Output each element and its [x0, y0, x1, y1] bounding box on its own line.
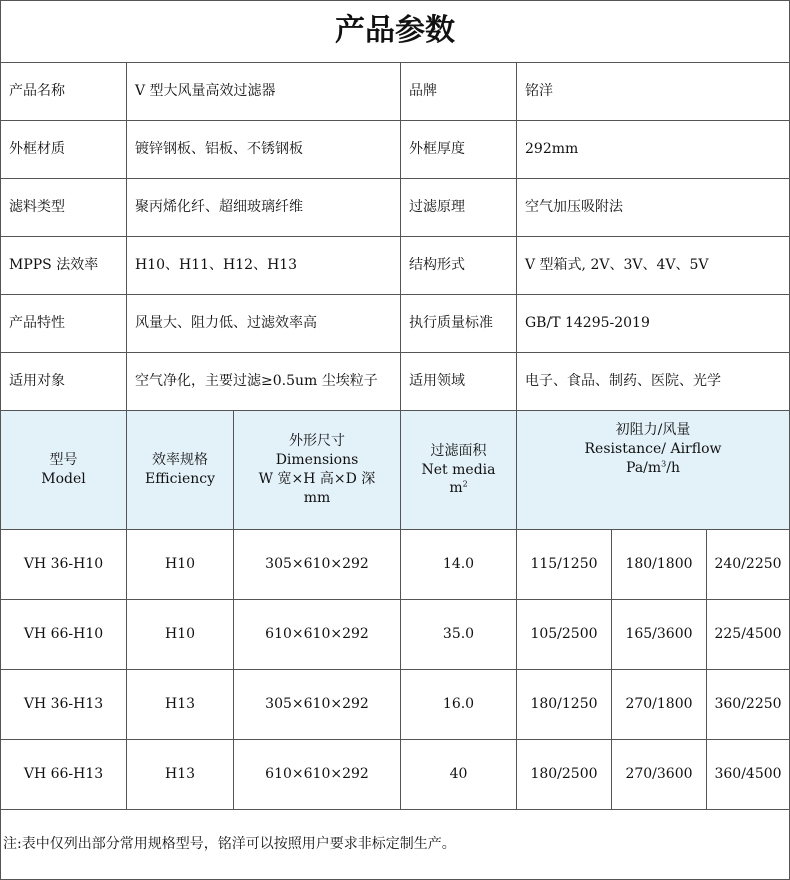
- info-label: 品牌: [401, 63, 517, 121]
- header-net-media: [401, 411, 517, 530]
- info-label: MPPS 法效率: [1, 237, 127, 295]
- cell-efficiency: H10: [127, 530, 234, 600]
- cell-resistance-1: 105/2500: [517, 600, 612, 670]
- info-label: 适用领域: [401, 353, 517, 411]
- note-row: [1, 810, 790, 880]
- info-value: V 型大风量高效过滤器: [127, 63, 401, 121]
- table-row: [1, 530, 790, 600]
- header-eff-cn: 效率规格: [152, 452, 208, 469]
- page-title: 产品参数: [1, 1, 790, 63]
- cell-model: VH 66-H10: [1, 600, 127, 670]
- info-value: 镀锌钢板、铝板、不锈钢板: [127, 121, 401, 179]
- info-value: 292mm: [517, 121, 790, 179]
- header-dim-en: Dimensions: [275, 452, 359, 469]
- info-label: 结构形式: [401, 237, 517, 295]
- info-value: 铭洋: [517, 63, 790, 121]
- info-label: 适用对象: [1, 353, 127, 411]
- spec-header-row: [1, 411, 790, 530]
- header-model-en: Model: [41, 471, 86, 487]
- info-row: [1, 353, 790, 411]
- cell-resistance-2: 270/1800: [612, 670, 707, 740]
- cell-resistance-1: 115/1250: [517, 530, 612, 600]
- cell-area: 35.0: [401, 600, 517, 670]
- header-res-en: Resistance/ Airflow: [584, 440, 722, 457]
- info-row: [1, 121, 790, 179]
- cell-dimensions: 610×610×292: [234, 600, 401, 670]
- cell-area: 14.0: [401, 530, 517, 600]
- header-dimensions: [234, 411, 401, 530]
- cell-resistance-3: 360/2250: [707, 670, 790, 740]
- header-model: [1, 411, 127, 530]
- cell-dimensions: 610×610×292: [234, 740, 401, 810]
- info-label: 产品特性: [1, 295, 127, 353]
- table-row: [1, 600, 790, 670]
- info-label: 滤料类型: [1, 179, 127, 237]
- info-label: 执行质量标准: [401, 295, 517, 353]
- cell-resistance-2: 180/1800: [612, 530, 707, 600]
- cell-resistance-3: 240/2250: [707, 530, 790, 600]
- cell-efficiency: H13: [127, 670, 234, 740]
- info-value: H10、H11、H12、H13: [127, 237, 401, 295]
- header-resistance: [517, 411, 790, 530]
- table-row: [1, 670, 790, 740]
- header-area-en: Net media: [421, 461, 496, 478]
- header-eff-en: Efficiency: [144, 471, 215, 487]
- header-res-cn: 初阻力/风量: [615, 422, 691, 438]
- header-efficiency: [127, 411, 234, 530]
- info-value: 风量大、阻力低、过滤效率高: [127, 295, 401, 353]
- header-res-unit: $Pa/m^3/h$: [626, 459, 680, 476]
- info-value: GB/T 14295-2019: [517, 295, 790, 353]
- info-label: 产品名称: [1, 63, 127, 121]
- header-dim-unit: mm: [303, 489, 331, 506]
- info-value: 空气净化，主要过滤≥0.5um 尘埃粒子: [127, 353, 401, 411]
- info-label: 外框厚度: [401, 121, 517, 179]
- info-value: 电子、食品、制药、医院、光学: [517, 353, 790, 411]
- info-row: [1, 237, 790, 295]
- cell-resistance-3: 225/4500: [707, 600, 790, 670]
- info-row: [1, 179, 790, 237]
- cell-model: VH 66-H13: [1, 740, 127, 810]
- header-model-cn: 型号: [49, 452, 78, 469]
- cell-area: 16.0: [401, 670, 517, 740]
- cell-resistance-1: 180/2500: [517, 740, 612, 810]
- title-row: [1, 1, 790, 63]
- header-area-cn: 过滤面积: [430, 442, 487, 459]
- header-area-unit: $m^2$: [449, 479, 468, 497]
- info-row: [1, 295, 790, 353]
- header-dim-spec: W 宽×H 高×D 深: [258, 471, 376, 487]
- info-value: 聚丙烯化纤、超细玻璃纤维: [127, 179, 401, 237]
- info-label: 过滤原理: [401, 179, 517, 237]
- cell-resistance-1: 180/1250: [517, 670, 612, 740]
- cell-model: VH 36-H13: [1, 670, 127, 740]
- cell-efficiency: H13: [127, 740, 234, 810]
- cell-efficiency: H10: [127, 600, 234, 670]
- cell-model: VH 36-H10: [1, 530, 127, 600]
- cell-resistance-2: 270/3600: [612, 740, 707, 810]
- table-row: [1, 740, 790, 810]
- cell-resistance-2: 165/3600: [612, 600, 707, 670]
- cell-resistance-3: 360/4500: [707, 740, 790, 810]
- info-value: 空气加压吸附法: [517, 179, 790, 237]
- cell-dimensions: 305×610×292: [234, 530, 401, 600]
- cell-area: 40: [401, 740, 517, 810]
- footnote: 注:表中仅列出部分常用规格型号，铭洋可以按照用户要求非标定制生产。: [1, 810, 790, 880]
- info-label: 外框材质: [1, 121, 127, 179]
- cell-dimensions: 305×610×292: [234, 670, 401, 740]
- header-dim-cn: 外形尺寸: [289, 433, 345, 450]
- info-row: [1, 63, 790, 121]
- info-value: V 型箱式, 2V、3V、4V、5V: [517, 237, 790, 295]
